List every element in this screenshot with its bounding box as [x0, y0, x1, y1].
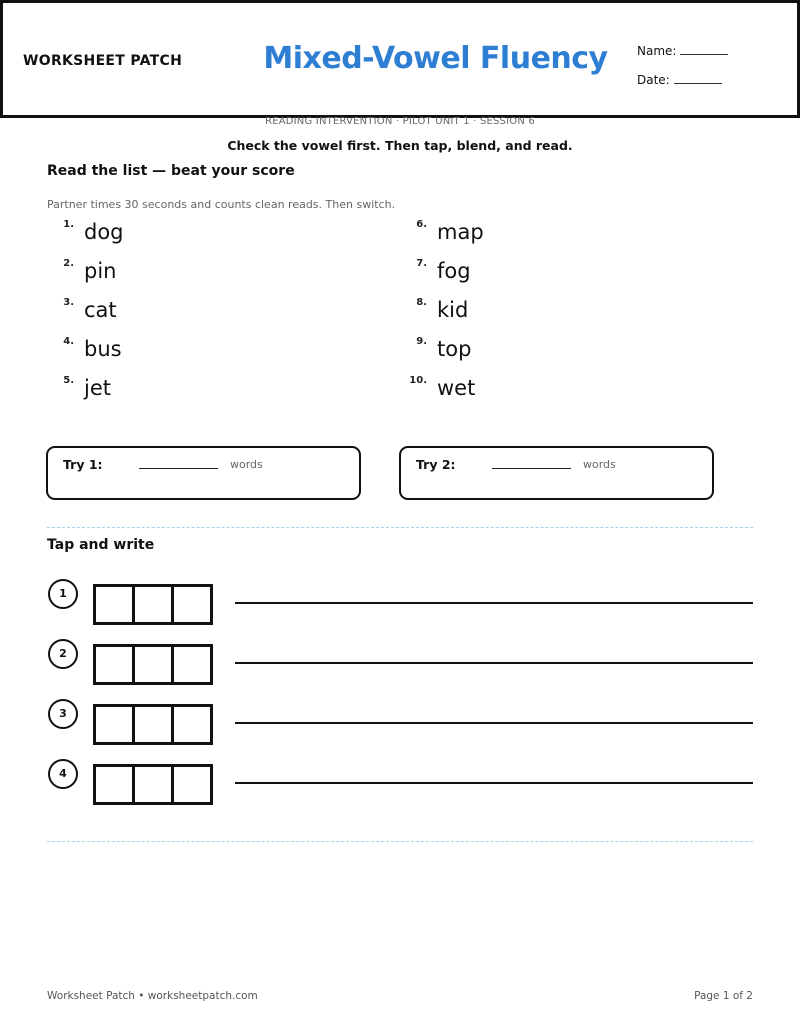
word-list-item	[416, 219, 484, 245]
date-blank[interactable]	[674, 72, 722, 84]
sound-box[interactable]	[96, 587, 132, 622]
footer-page-number: Page 1 of 2	[694, 990, 753, 1002]
word-number: 1.	[63, 219, 74, 230]
footer-site: Worksheet Patch • worksheetpatch.com	[47, 990, 258, 1002]
word-number: 6.	[416, 219, 427, 230]
word-text: jet	[84, 376, 111, 400]
sound-boxes	[93, 644, 213, 685]
sound-box[interactable]	[132, 767, 171, 802]
word-list-item	[63, 336, 122, 362]
word-list-item	[416, 297, 469, 323]
word-number: 3.	[63, 297, 74, 308]
tap-row	[47, 579, 753, 623]
row-number-badge: 4	[48, 759, 78, 789]
word-list-item	[63, 297, 117, 323]
word-number: 2.	[63, 258, 74, 269]
word-list-item	[63, 375, 111, 401]
word-text: wet	[437, 376, 476, 400]
write-line[interactable]	[235, 602, 753, 604]
try-1-score-blank[interactable]	[139, 468, 218, 469]
word-list-item	[63, 258, 117, 284]
try-2-label: Try 2:	[416, 457, 456, 472]
word-number: 10.	[409, 375, 427, 386]
tap-section-title: Tap and write	[47, 537, 155, 553]
row-number-badge: 3	[48, 699, 78, 729]
sound-box[interactable]	[171, 707, 210, 742]
try-1-box	[46, 446, 361, 500]
word-text: bus	[84, 337, 122, 361]
tap-row	[47, 699, 753, 743]
word-number: 7.	[416, 258, 427, 269]
sound-box[interactable]	[171, 587, 210, 622]
name-label: Name:	[637, 44, 677, 58]
session-subhead: READING INTERVENTION · PILOT UNIT 1 · SESSION 6	[265, 116, 535, 127]
sound-box[interactable]	[132, 587, 171, 622]
write-line[interactable]	[235, 782, 753, 784]
try-2-box	[399, 446, 714, 500]
try-1-unit: words	[230, 458, 263, 471]
sound-box[interactable]	[96, 767, 132, 802]
fluency-section-title: Read the list — beat your score	[47, 163, 295, 179]
name-field[interactable]	[637, 43, 728, 58]
worksheet-header	[0, 0, 800, 118]
tap-row	[47, 639, 753, 683]
sound-box[interactable]	[171, 647, 210, 682]
word-list-item	[416, 258, 471, 284]
sound-boxes	[93, 704, 213, 745]
word-text: kid	[437, 298, 469, 322]
word-number: 5.	[63, 375, 74, 386]
sound-box[interactable]	[96, 707, 132, 742]
word-text: pin	[84, 259, 117, 283]
fluency-description: Partner times 30 seconds and counts clean reads. Then switch.	[47, 198, 396, 211]
sound-box[interactable]	[132, 647, 171, 682]
section-divider	[47, 527, 753, 528]
row-number-badge: 1	[48, 579, 78, 609]
sound-box[interactable]	[96, 647, 132, 682]
word-list-item	[416, 336, 472, 362]
word-number: 9.	[416, 336, 427, 347]
word-list-item	[409, 375, 476, 401]
row-number-badge: 2	[48, 639, 78, 669]
word-text: cat	[84, 298, 117, 322]
word-text: dog	[84, 220, 124, 244]
word-text: fog	[437, 259, 471, 283]
word-text: map	[437, 220, 484, 244]
sound-box[interactable]	[132, 707, 171, 742]
word-list-item	[63, 219, 124, 245]
section-divider	[47, 841, 753, 842]
word-number: 8.	[416, 297, 427, 308]
name-blank[interactable]	[680, 43, 728, 55]
date-label: Date:	[637, 73, 670, 87]
sound-boxes	[93, 764, 213, 805]
try-2-unit: words	[583, 458, 616, 471]
tap-row	[47, 759, 753, 803]
sound-boxes	[93, 584, 213, 625]
word-text: top	[437, 337, 472, 361]
sound-box[interactable]	[171, 767, 210, 802]
write-line[interactable]	[235, 722, 753, 724]
word-number: 4.	[63, 336, 74, 347]
worksheet-title: Mixed-Vowel Fluency	[263, 41, 608, 76]
instruction-text: Check the vowel first. Then tap, blend, and read.	[227, 138, 573, 153]
write-line[interactable]	[235, 662, 753, 664]
brand-label: WORKSHEET PATCH	[23, 53, 183, 69]
try-1-label: Try 1:	[63, 457, 103, 472]
date-field[interactable]	[637, 72, 722, 87]
try-2-score-blank[interactable]	[492, 468, 571, 469]
